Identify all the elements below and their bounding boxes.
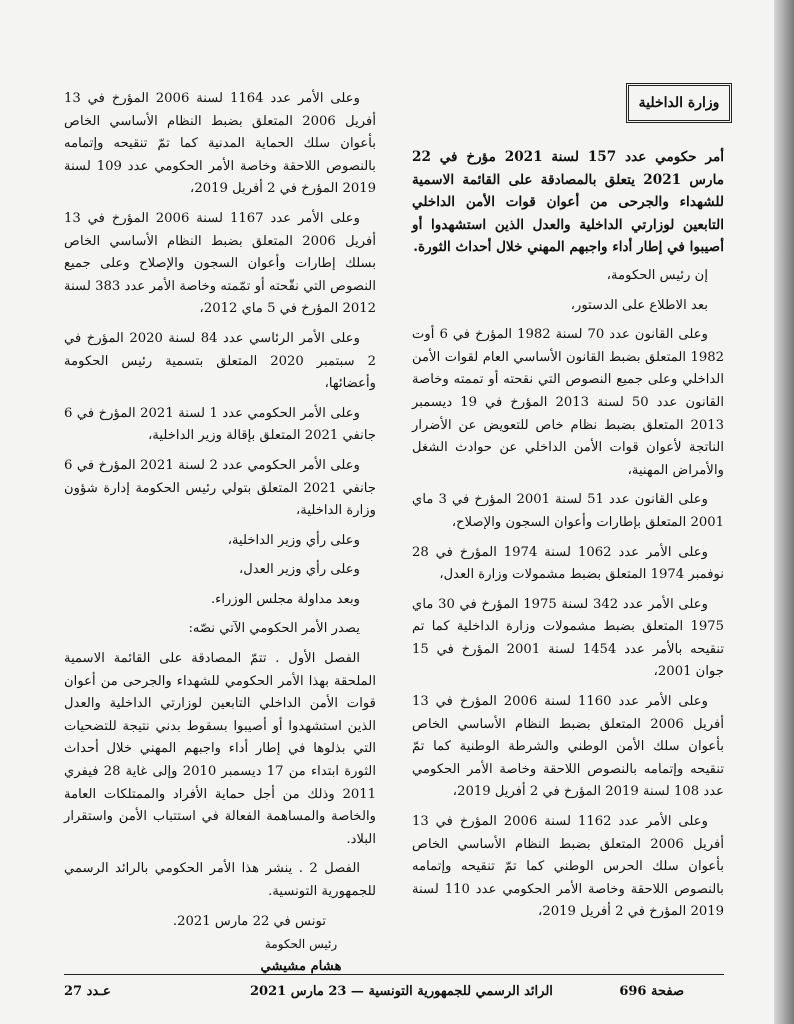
paragraph: وعلى القانون عدد 70 لسنة 1982 المؤرخ في 6 أوت 1982 المتعلق بضبط القانون الأساسي العام لقوات الأمن الداخلي وعلى جميع النصوص التي نقحته أو تممته وخاصة القانون عدد 50 لسنة 2013 المؤرخ في 19 ديسمبر 2013 المتعلق بضبط نظام خاص للتعويض عن الأضرار الناتجة لأعوان قوات الأمن الداخلي عن حوادث الشغل والأمراض المهنية، — [412, 327, 724, 478]
signing-date: تونس في 22 مارس 2021. — [172, 913, 326, 929]
footer-gazette-title: الرائد الرسمي للجمهورية التونسية — 23 مارس 2021 — [250, 984, 553, 999]
decree-heading: أمر حكومي عدد 157 لسنة 2021 مؤرخ في 22 مارس 2021 يتعلق بالمصادقة على القائمة الاسمية للشهداء والجرحى من أعوان قوات الأمن الداخلي التابعين لوزارتي الداخلية والعدل الذين استشهدوا أو أصيبوا في إطار أداء واجبهم المهني خلال أحداث الثورة. — [412, 149, 724, 256]
paragraph: وعلى الأمر عدد 342 لسنة 1975 المؤرخ في 30 ماي 1975 المتعلق بضبط مشمولات وزارة الداخلية كما تم تنقيحه بالأمر عدد 1454 لسنة 2001 المؤرخ في 15 جوان 2001، — [412, 596, 725, 680]
paragraph: وعلى الأمر الرئاسي عدد 84 لسنة 2020 المؤرخ في 2 سبتمبر 2020 المتعلق بتسمية رئيس الحكومة وأعضائها، — [64, 330, 376, 392]
paragraph: وعلى الأمر عدد 1162 لسنة 2006 المؤرخ في 13 أفريل 2006 المتعلق بضبط النظام الأساسي الخاص بأعوان سلك الحرس الوطني كما تمّ تنقيحه وإتمامه بالنصوص اللاحقة وخاصة الأمر الحكومي عدد 110 لسنة 2019 المؤرخ في 2 أفريل 2019، — [412, 814, 724, 920]
paragraph: وعلى الأمر عدد 1062 لسنة 1974 المؤرخ في 28 نوفمبر 1974 المتعلق بضبط مشمولات وزارة العدل، — [412, 544, 724, 583]
article-1: الفصل الأول . تتمّ المصادقة على القائمة الاسمية الملحقة بهذا الأمر الحكومي للشهداء والجرحى من أعوان قوات الأمن الداخلي التابعين لوزارتي الداخلية والعدل الذين استشهدوا أو أصيبوا بسقوط بدني نتيجة للتضحيات التي بذلوها في إطار أداء واجبهم المهني خلال أحداث الثورة ابتداء من 17 ديسمبر 2010 وإلى غاية 28 فيفري 2011 وذلك من أجل حماية الأفراد والممتلكات العامة والخاصة والمساهمة الفعالة في استتباب الأمن واستقرار البلاد. — [64, 651, 376, 847]
footer-page-number: صفحة 696 — [619, 984, 684, 999]
paragraph: بعد الاطلاع على الدستور، — [570, 297, 708, 313]
paragraph: وعلى الأمر عدد 1164 لسنة 2006 المؤرخ في 13 أفريل 2006 المتعلق بضبط النظام الأساسي الخاص بأعوان سلك الحماية المدنية كما تمّ تنقيحه وإتمامه بالنصوص اللاحقة وخاصة الأمر الحكومي عدد 109 لسنة 2019 المؤرخ في 2 أفريل 2019، — [64, 91, 376, 197]
paragraph: وعلى الأمر الحكومي عدد 2 لسنة 2021 المؤرخ في 6 جانفي 2021 المتعلق بتولي رئيس الحكومة إدارة شؤون وزارة الداخلية، — [64, 457, 376, 519]
right-column — [412, 146, 724, 931]
footer-divider — [64, 974, 724, 975]
article-2: الفصل 2 . ينشر هذا الأمر الحكومي بالرائد الرسمي للجمهورية التونسية. — [64, 861, 376, 899]
signature-title: رئيس الحكومة — [264, 937, 338, 952]
paragraph: وعلى رأي وزير الداخلية، — [227, 532, 360, 548]
paragraph: وعلى رأي وزير العدل، — [238, 562, 360, 578]
signature-name: هشام مشيشي — [260, 958, 342, 974]
paragraph: وبعد مداولة مجلس الوزراء. — [210, 591, 360, 607]
page-edge-shadow — [774, 0, 794, 1024]
paragraph: يصدر الأمر الحكومي الآتي نصّه: — [188, 621, 360, 637]
paragraph: إن رئيس الحكومة، — [606, 267, 708, 283]
paragraph: وعلى القانون عدد 51 لسنة 2001 المؤرخ في 3 ماي 2001 المتعلق بإطارات وأعوان السجون والإصلاح، — [412, 492, 724, 530]
paragraph: وعلى الأمر عدد 1167 لسنة 2006 المؤرخ في 13 أفريل 2006 المتعلق بضبط النظام الأساسي الخاص بسلك إطارات وأعوان السجون والإصلاح وعلى جميع النصوص التي نقّحته أو تمّمته وخاصة الأمر عدد 383 لسنة 2012 المؤرخ في 5 ماي 2012، — [64, 210, 376, 317]
paragraph: وعلى الأمر عدد 1160 لسنة 2006 المؤرخ في 13 أفريل 2006 المتعلق بضبط النظام الأساسي الخاص بأعوان سلك الأمن الوطني والشرطة الوطنية كما تمّ تنقيحه وإتمامه بالنصوص اللاحقة وخاصة الأمر الحكومي عدد 108 لسنة 2019 المؤرخ في 2 أفريل 2019، — [412, 694, 724, 800]
footer-issue-number: عـدد 27 — [64, 984, 111, 999]
paragraph: وعلى الأمر الحكومي عدد 1 لسنة 2021 المؤرخ في 6 جانفي 2021 المتعلق بإقالة وزير الداخلية، — [64, 405, 376, 444]
ministry-section-box: وزارة الداخلية — [626, 83, 732, 123]
left-column — [64, 88, 376, 978]
